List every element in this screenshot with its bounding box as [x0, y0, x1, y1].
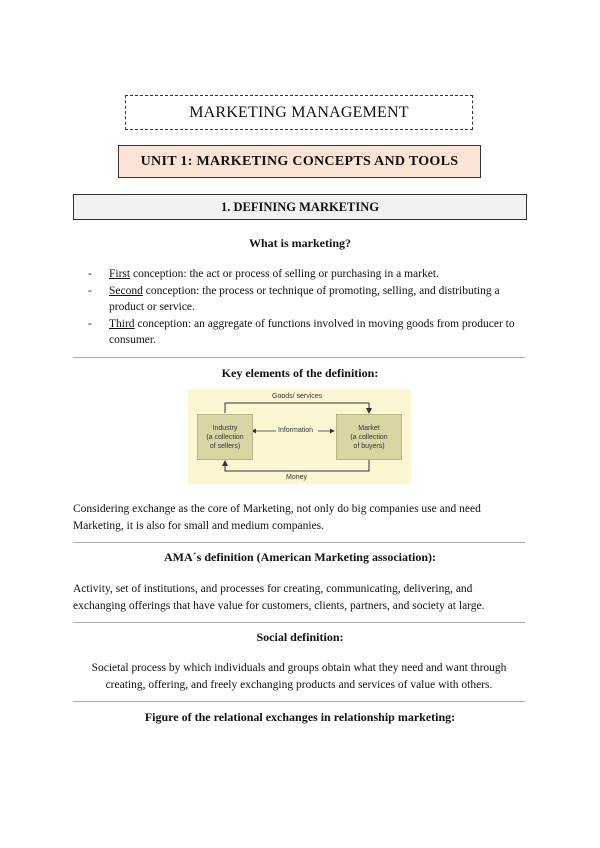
conception-text: conception: the process or technique of promoting, selling, and distributing a product or service.	[109, 284, 500, 313]
industry-node	[197, 414, 253, 460]
what-is-marketing-heading: What is marketing?	[249, 236, 351, 250]
exchange-diagram	[188, 389, 411, 484]
conception-text: conception: the act or process of selling or purchasing in a market.	[130, 268, 439, 280]
exchange-paragraph: Considering exchange as the core of Marketing, not only do big companies use and need Marketing, it is also for small and medium companies.	[73, 503, 481, 532]
industry-line: of sellers)	[209, 442, 241, 450]
industry-line: Industry	[212, 424, 238, 432]
document-title-text: MARKETING MANAGEMENT	[189, 103, 409, 121]
section-title-text: 1. DEFINING MARKETING	[221, 199, 379, 214]
conception-term: First	[109, 268, 131, 280]
divider	[73, 701, 525, 702]
section-title	[73, 194, 527, 220]
market-node	[336, 414, 402, 460]
ama-heading: AMA´s definition (American Marketing association):	[164, 550, 436, 564]
conception-term: Third	[109, 317, 135, 330]
unit-title-text: UNIT 1: MARKETING CONCEPTS AND TOOLS	[140, 153, 459, 169]
ama-paragraph: Activity, set of institutions, and processes for creating, communicating, delivering, and exchanging offerings that have value for customers, clients, partners, and society at large.	[73, 583, 485, 612]
figure-heading: Figure of the relational exchanges in relationship marketing:	[144, 710, 456, 724]
goods-arrow	[225, 403, 369, 413]
divider	[73, 357, 525, 358]
industry-line: (a collection	[206, 433, 244, 441]
social-heading: Social definition:	[256, 630, 344, 644]
list-dash: -	[88, 317, 92, 330]
money-arrow	[225, 460, 369, 471]
market-line: of buyers)	[353, 442, 385, 450]
unit-title	[118, 145, 481, 178]
information-label: Information	[278, 427, 314, 434]
divider	[73, 622, 525, 623]
list-item	[88, 316, 528, 349]
social-paragraph: Societal process by which individuals and groups obtain what they need and want through creating, offering, and freely exchanging products and services of value with others.	[91, 662, 507, 691]
list-item	[88, 283, 528, 316]
key-elements-heading: Key elements of the definition:	[221, 366, 379, 380]
document-title	[125, 95, 473, 130]
money-label: Money	[286, 474, 308, 481]
market-line: (a collection	[350, 433, 388, 441]
list-dash: -	[88, 284, 92, 297]
conception-text: conception: an aggregate of functions involved in moving goods from producer to consumer.	[109, 317, 515, 346]
list-dash: -	[88, 268, 92, 280]
goods-label: Goods/ services	[272, 393, 323, 400]
conception-list	[88, 266, 528, 349]
market-line: Market	[358, 424, 380, 432]
conception-term: Second	[109, 284, 143, 297]
list-item	[88, 266, 528, 283]
divider	[73, 542, 525, 543]
